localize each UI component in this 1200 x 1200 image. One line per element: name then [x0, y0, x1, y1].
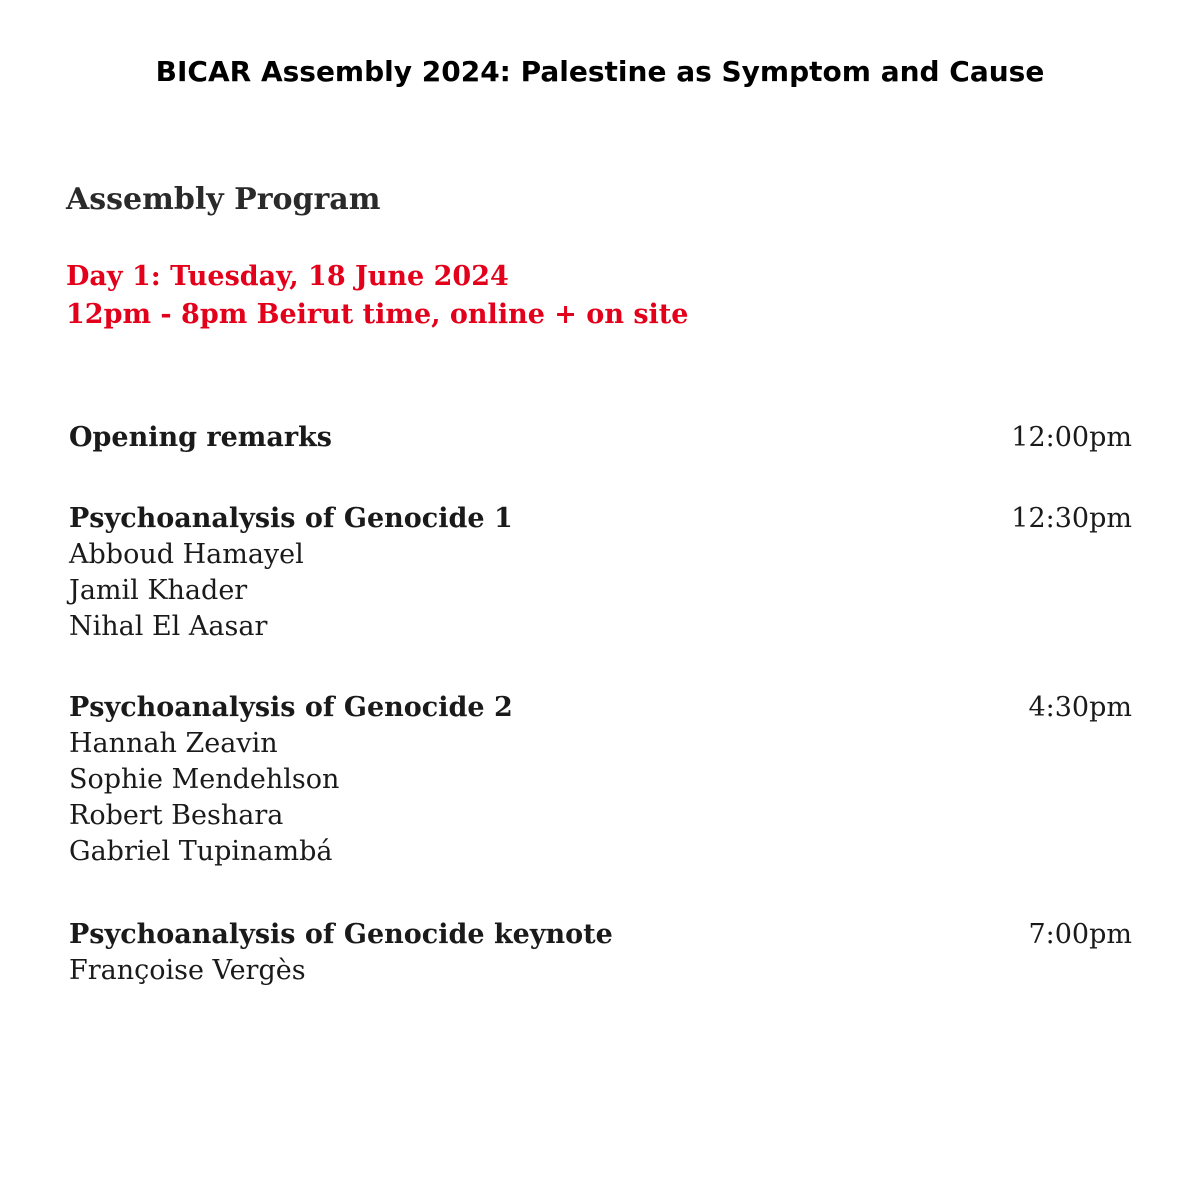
- speaker-name: Françoise Vergès: [69, 955, 306, 986]
- session-opening-remarks: [69, 420, 1132, 456]
- speaker-name: Jamil Khader: [69, 575, 248, 606]
- program-heading: Assembly Program: [66, 182, 381, 217]
- day-time-range: 12pm - 8pm Beirut time, online + on site: [66, 299, 689, 330]
- session-title: Psychoanalysis of Genocide keynote: [69, 919, 613, 950]
- session-title: Psychoanalysis of Genocide 1: [69, 503, 513, 534]
- speaker-name: Robert Beshara: [69, 800, 284, 831]
- speaker-name: Abboud Hamayel: [69, 539, 304, 570]
- session-header: [69, 690, 1132, 726]
- speaker-name: Nihal El Aasar: [69, 611, 268, 642]
- speaker-name: Sophie Mendehlson: [69, 764, 340, 795]
- session-time: 12:00pm: [1011, 422, 1132, 453]
- session-header: [69, 420, 1132, 456]
- speaker-name: Hannah Zeavin: [69, 728, 278, 759]
- session-genocide-keynote: [69, 917, 1132, 989]
- session-time: 12:30pm: [1011, 503, 1132, 534]
- day-info: [66, 258, 688, 334]
- speaker-name: Gabriel Tupinambá: [69, 836, 333, 867]
- session-time: 7:00pm: [1028, 919, 1132, 950]
- session-time: 4:30pm: [1028, 692, 1132, 723]
- session-header: [69, 917, 1132, 953]
- day-date: Day 1: Tuesday, 18 June 2024: [66, 261, 509, 292]
- session-genocide-1: [69, 501, 1132, 645]
- session-header: [69, 501, 1132, 537]
- session-genocide-2: [69, 690, 1132, 870]
- session-title: Opening remarks: [69, 422, 332, 453]
- page-title: BICAR Assembly 2024: Palestine as Symptom and Cause: [155, 55, 1045, 88]
- session-title: Psychoanalysis of Genocide 2: [69, 692, 513, 723]
